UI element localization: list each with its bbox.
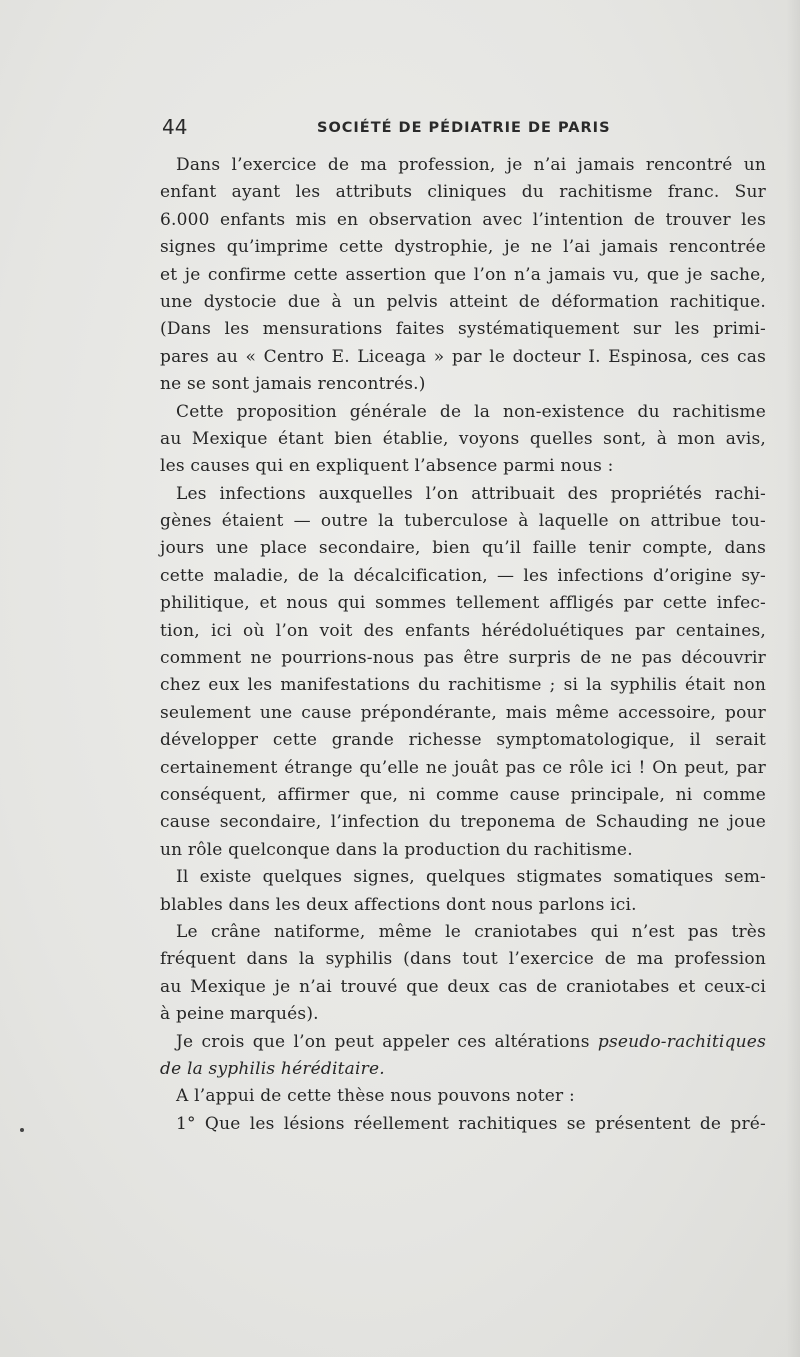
text-line-roman: au Mexique je n’ai trouvé que deux cas de craniotabes et ceux-ci xyxy=(160,976,766,997)
text-line xyxy=(160,481,766,508)
text-line-roman: (Dans les mensurations faites systématiquement sur les primi- xyxy=(160,319,766,340)
text-line-roman: gènes étaient — outre la tuberculose à laquelle on attribue tou- xyxy=(160,511,766,532)
body-text xyxy=(160,152,766,1138)
text-line-roman: chez eux les manifestations du rachitisme ; si la syphilis était non xyxy=(160,675,766,696)
text-line-roman: à peine marqués). xyxy=(160,1004,319,1025)
text-line xyxy=(160,344,766,371)
text-line-roman: signes qu’imprime cette dystrophie, je ne l’ai jamais rencontrée xyxy=(160,237,766,258)
text-line-roman: blables dans les deux affections dont nous parlons ici. xyxy=(160,894,637,915)
text-line xyxy=(160,700,766,727)
text-line-roman: certainement étrange qu’elle ne jouât pas ce rôle ici ! On peut, par xyxy=(160,757,766,778)
text-line-roman: et je confirme cette assertion que l’on n’a jamais vu, que je sache, xyxy=(160,264,766,285)
text-line xyxy=(160,892,766,919)
text-line xyxy=(160,645,766,672)
text-line xyxy=(160,919,766,946)
text-line-roman: ne se sont jamais rencontrés.) xyxy=(160,374,426,395)
text-line-roman: Je crois que l’on peut appeler ces altérations xyxy=(176,1031,598,1052)
text-line xyxy=(160,946,766,973)
text-line xyxy=(160,672,766,699)
text-line xyxy=(160,1056,766,1083)
text-line xyxy=(160,1001,766,1028)
text-line xyxy=(160,864,766,891)
text-line xyxy=(160,782,766,809)
text-line-roman: philitique, et nous qui sommes tellement affligés par cette infec- xyxy=(160,593,766,614)
text-line-roman: comment ne pourrions-nous pas être surpris de ne pas découvrir xyxy=(160,648,766,669)
text-line-roman: Dans l’exercice de ma profession, je n’ai jamais rencontré un xyxy=(176,155,766,175)
text-line-roman: enfant ayant les attributs cliniques du rachitisme franc. Sur xyxy=(160,182,766,203)
text-line xyxy=(160,1111,766,1138)
text-line xyxy=(160,179,766,206)
text-line xyxy=(160,453,766,480)
text-line xyxy=(160,590,766,617)
text-line xyxy=(160,618,766,645)
text-line-roman: fréquent dans la syphilis (dans tout l’exercice de ma profession xyxy=(160,949,766,970)
text-line-roman: Les infections auxquelles l’on attribuait des propriétés rachi- xyxy=(176,483,766,504)
text-line xyxy=(160,563,766,590)
text-line-italic: pseudo-rachitiques xyxy=(597,1031,766,1052)
text-line-roman: cause secondaire, l’infection du treponema de Schauding ne joue xyxy=(160,812,766,833)
text-line-roman: au Mexique étant bien établie, voyons quelles sont, à mon avis, xyxy=(160,428,766,449)
text-line-roman: 6.000 enfants mis en observation avec l’intention de trouver les xyxy=(160,209,766,230)
text-line xyxy=(160,535,766,562)
text-line xyxy=(160,399,766,426)
text-line xyxy=(160,1083,766,1110)
text-line-roman: les causes qui en expliquent l’absence parmi nous : xyxy=(160,456,614,477)
page-edge-shadow xyxy=(786,0,800,1357)
text-line xyxy=(160,1029,766,1056)
text-line-roman: 1° Que les lésions réellement rachitiques se présentent de pré- xyxy=(176,1113,766,1134)
page-header xyxy=(162,114,764,140)
text-line-roman: Il existe quelques signes, quelques stigmates somatiques sem- xyxy=(176,867,766,888)
text-line xyxy=(160,152,766,179)
text-line-roman: seulement une cause prépondérante, mais même accessoire, pour xyxy=(160,702,766,723)
text-line xyxy=(160,727,766,754)
text-line-roman: Cette proposition générale de la non-existence du rachitisme xyxy=(176,401,766,422)
text-line-roman: un rôle quelconque dans la production du rachitisme. xyxy=(160,839,633,860)
text-line xyxy=(160,426,766,453)
text-line-roman: développer cette grande richesse symptomatologique, il serait xyxy=(160,730,766,751)
running-head: SOCIÉTÉ DE PÉDIATRIE DE PARIS xyxy=(317,120,611,136)
text-line-roman: pares au « Centro E. Liceaga » par le docteur I. Espinosa, ces cas xyxy=(160,346,766,367)
text-line xyxy=(160,316,766,343)
text-line-roman: Le crâne natiforme, même le craniotabes qui n’est pas très xyxy=(176,921,766,942)
text-line xyxy=(160,234,766,261)
text-line-roman: cette maladie, de la décalcification, — les infections d’origine sy- xyxy=(160,565,766,586)
text-line-roman: une dystocie due à un pelvis atteint de déformation rachitique. xyxy=(160,291,766,312)
print-speck xyxy=(20,1128,24,1132)
text-line xyxy=(160,508,766,535)
text-line xyxy=(160,837,766,864)
text-line xyxy=(160,262,766,289)
page-number: 44 xyxy=(162,115,188,139)
text-line xyxy=(160,809,766,836)
text-line xyxy=(160,371,766,398)
text-line-roman: conséquent, affirmer que, ni comme cause principale, ni comme xyxy=(160,784,766,805)
text-line xyxy=(160,207,766,234)
text-line xyxy=(160,974,766,1001)
text-line-roman: tion, ici où l’on voit des enfants hérédoluétiques par centaines, xyxy=(160,620,766,641)
text-line xyxy=(160,755,766,782)
text-line-roman: A l’appui de cette thèse nous pouvons noter : xyxy=(176,1086,575,1107)
text-line-italic: de la syphilis héréditaire. xyxy=(160,1058,385,1079)
text-line-roman: jours une place secondaire, bien qu’il faille tenir compte, dans xyxy=(160,538,766,559)
text-line xyxy=(160,289,766,316)
